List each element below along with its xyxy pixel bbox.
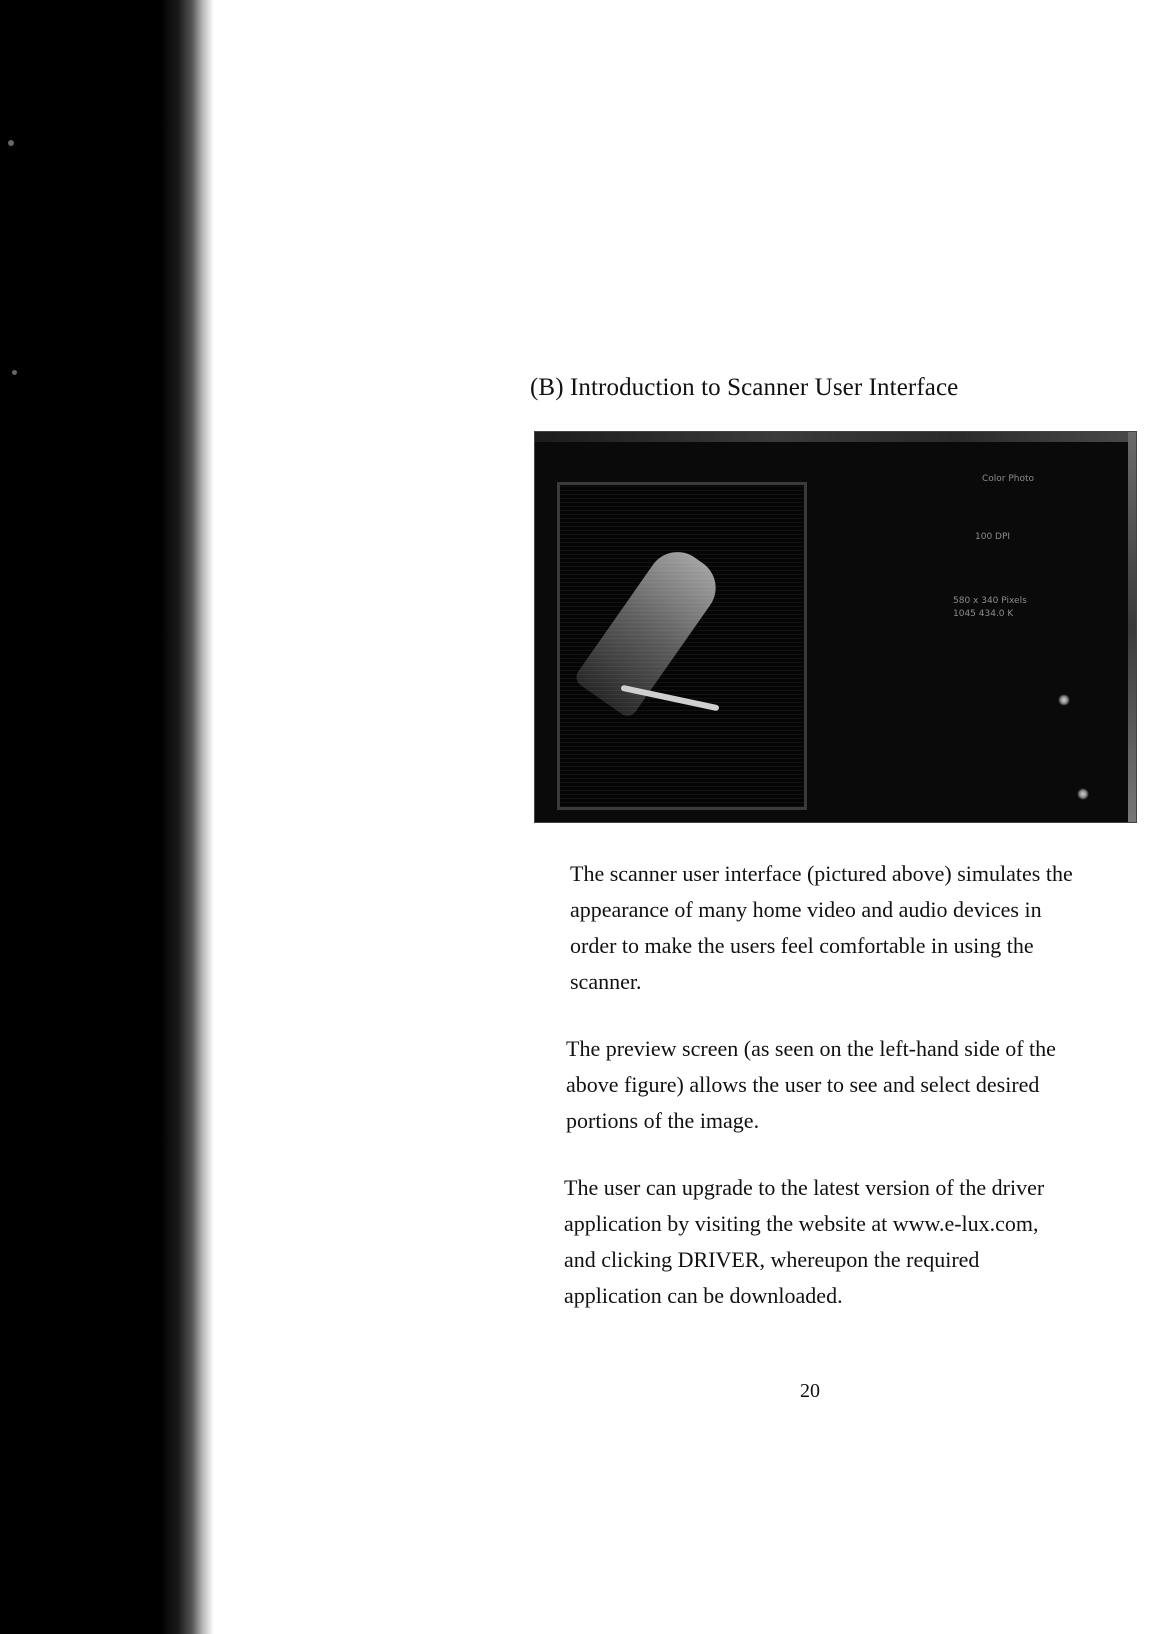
- preview-screen: [557, 482, 807, 810]
- page-number: 20: [800, 1380, 820, 1402]
- figure-right-border: [1128, 432, 1136, 822]
- color-mode-label: Color Photo: [982, 474, 1035, 484]
- paragraph-line: order to make the users feel comfortable in using the: [570, 933, 1034, 958]
- paragraph-line: The scanner user interface (pictured above) simulates the: [570, 861, 1073, 886]
- size-label-line-2: 1045 434.0 K: [953, 609, 1014, 619]
- scan-binding-edge: [0, 0, 215, 1634]
- paragraph-ui-description: [570, 856, 1130, 1000]
- paragraph-line: The user can upgrade to the latest version of the driver: [564, 1175, 1045, 1200]
- paragraph-line: application can be downloaded.: [564, 1283, 843, 1308]
- paragraph-line: and clicking DRIVER, whereupon the required: [564, 1247, 980, 1272]
- paragraph-line: appearance of many home video and audio devices in: [570, 897, 1042, 922]
- scanner-ui-screenshot: [534, 431, 1137, 823]
- paragraph-line: application by visiting the website at www.e-lux.com,: [564, 1211, 1039, 1236]
- paragraph-line: The preview screen (as seen on the left-hand side of the: [566, 1036, 1056, 1061]
- paragraph-preview-screen: [566, 1031, 1126, 1139]
- paragraph-driver-upgrade: [564, 1170, 1124, 1314]
- paragraph-line: portions of the image.: [566, 1108, 760, 1133]
- scan-speck: [8, 140, 14, 146]
- control-knob-icon: [1077, 788, 1089, 800]
- scan-speck: [12, 370, 17, 375]
- preview-scan-lines: [560, 485, 804, 807]
- paragraph-line: above figure) allows the user to see and select desired: [566, 1072, 1040, 1097]
- size-label-line-1: 580 x 340 Pixels: [953, 596, 1027, 606]
- control-knob-icon: [1058, 694, 1070, 706]
- paragraph-line: scanner.: [570, 969, 642, 994]
- figure-title-bar: [535, 432, 1136, 442]
- resolution-label: 100 DPI: [975, 532, 1011, 542]
- section-heading: (B) Introduction to Scanner User Interface: [530, 374, 959, 401]
